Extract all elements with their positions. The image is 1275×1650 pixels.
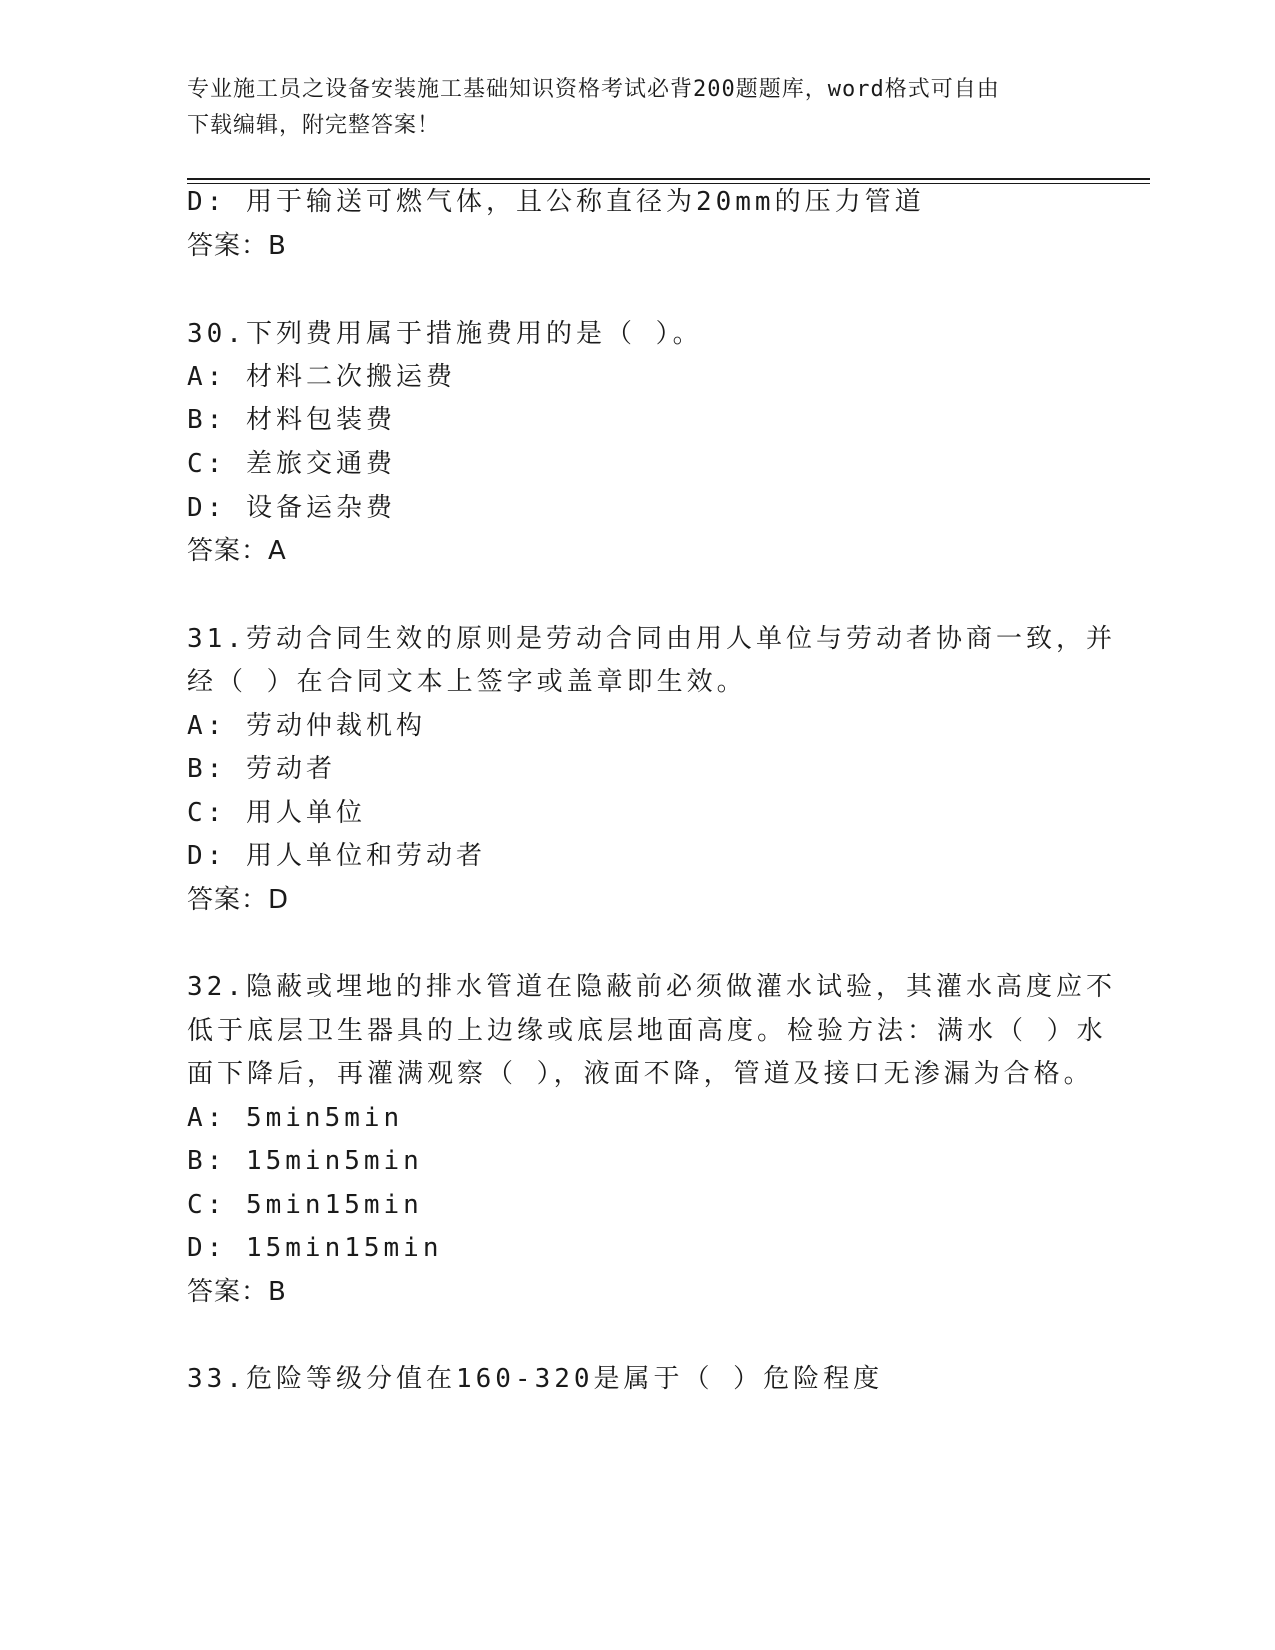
question-33-stem: 33.危险等级分值在160-320是属于（ ）危险程度 <box>187 1364 884 1394</box>
question-30-stem: 30.下列费用属于措施费用的是（ ）。 <box>187 319 703 349</box>
question-31-stem-line-2: 经（ ）在合同文本上签字或盖章即生效。 <box>187 667 747 697</box>
header-title-line-2: 下载编辑，附完整答案！ <box>187 113 441 138</box>
question-32-stem-line-3: 面下降后，再灌满观察（ ），液面不降，管道及接口无渗漏为合格。 <box>187 1059 1094 1089</box>
question-32-option-b: B: 15min5min <box>187 1146 423 1176</box>
question-30-answer: 答案：A <box>187 536 287 566</box>
question-32-stem-line-2: 低于底层卫生器具的上边缘或底层地面高度。检验方法：满水（ ）水 <box>187 1016 1107 1046</box>
question-32-answer: 答案：B <box>187 1277 287 1307</box>
question-31-option-c: C: 用人单位 <box>187 798 366 828</box>
document-header <box>187 72 1087 144</box>
question-31-answer: 答案：D <box>187 885 290 915</box>
question-32-option-a: A: 5min5min <box>187 1103 404 1133</box>
question-30-option-d: D: 设备运杂费 <box>187 493 396 523</box>
question-31-option-d: D: 用人单位和劳动者 <box>187 841 486 871</box>
header-title-line-1: 专业施工员之设备安装施工基础知识资格考试必背200题题库，word格式可自由 <box>187 77 1000 102</box>
question-30-option-c: C: 差旅交通费 <box>187 449 396 479</box>
question-32-option-c: C: 5min15min <box>187 1190 423 1220</box>
question-30-option-b: B: 材料包装费 <box>187 405 396 435</box>
question-32-stem-line-1: 32.隐蔽或埋地的排水管道在隐蔽前必须做灌水试验，其灌水高度应不 <box>187 972 1116 1002</box>
question-31-stem-line-1: 31.劳动合同生效的原则是劳动合同由用人单位与劳动者协商一致，并 <box>187 624 1116 654</box>
header-divider-thick <box>187 178 1150 180</box>
question-32-option-d: D: 15min15min <box>187 1233 443 1263</box>
question-31-option-b: B: 劳动者 <box>187 754 336 784</box>
prev-question-answer: 答案：B <box>187 231 287 261</box>
prev-question-option-d: D: 用于输送可燃气体，且公称直径为20mm的压力管道 <box>187 187 925 217</box>
question-31-option-a: A: 劳动仲裁机构 <box>187 711 426 741</box>
question-30-option-a: A: 材料二次搬运费 <box>187 362 456 392</box>
